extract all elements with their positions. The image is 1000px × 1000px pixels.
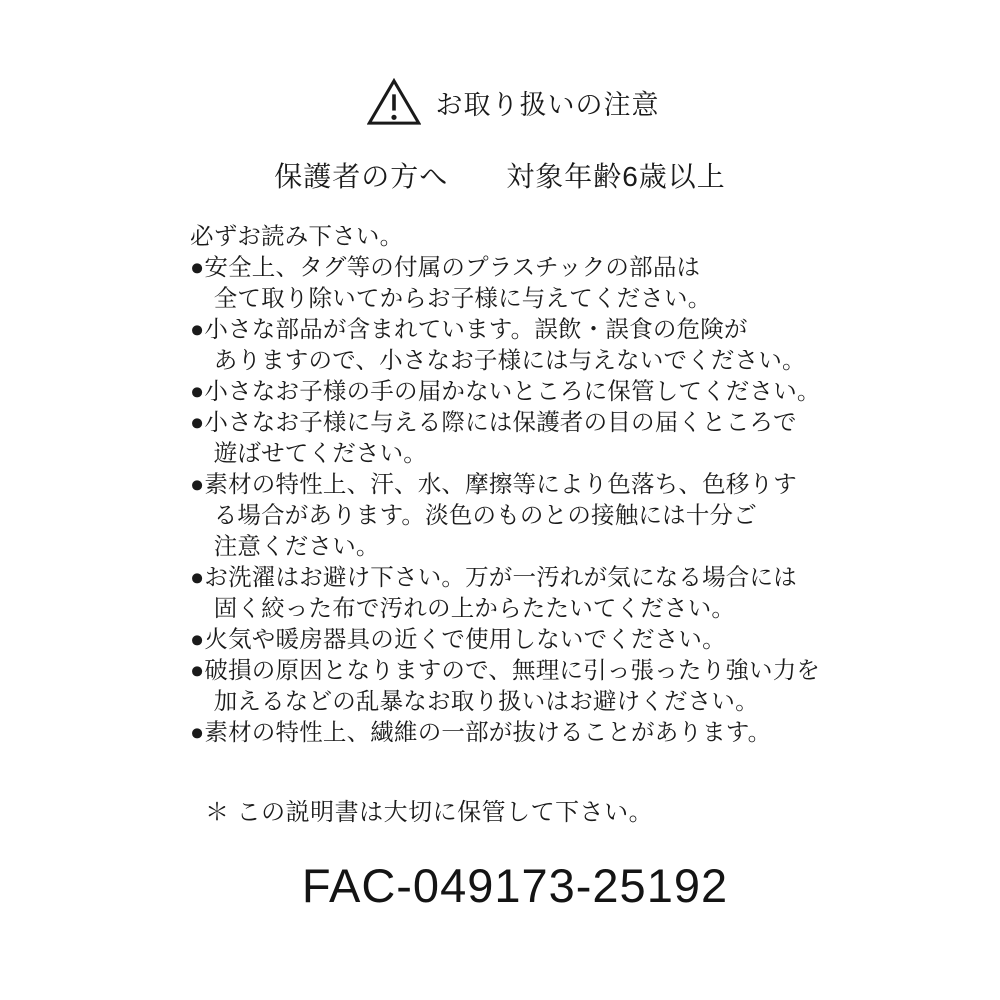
instruction-line: ●火気や暖房器具の近くで使用しないでください。 xyxy=(190,626,726,652)
instruction-line: 固く絞った布で汚れの上からたたいてください。 xyxy=(190,595,736,621)
instruction-line: ●破損の原因となりますので、無理に引っ張ったり強い力を xyxy=(190,657,821,683)
audience-label: 保護者の方へ xyxy=(274,161,449,192)
instruction-line: 全て取り除いてからお子様に与えてください。 xyxy=(190,285,712,311)
instruction-line: ありますので、小さなお子様には与えないでください。 xyxy=(190,347,806,373)
warning-header xyxy=(13,78,1000,126)
instruction-line: ●安全上、タグ等の付属のプラスチックの部品は xyxy=(190,254,701,280)
page-title: お取り扱いの注意 xyxy=(435,89,660,120)
instruction-line: 必ずお読み下さい。 xyxy=(190,223,404,249)
instruction-line: 注意ください。 xyxy=(190,533,380,559)
instruction-line: 遊ばせてください。 xyxy=(190,440,427,466)
instruction-line: ●小さなお子様の手の届かないところに保管してください。 xyxy=(190,378,821,404)
instruction-line: ●小さなお子様に与える際には保護者の目の届くところで xyxy=(190,409,797,435)
instruction-line: ●お洗濯はお避け下さい。万が一汚れが気になる場合には xyxy=(190,564,797,590)
instruction-line: ●素材の特性上、汗、水、摩擦等により色落ち、色移りす xyxy=(190,471,797,497)
instruction-line: ●素材の特性上、繊維の一部が抜けることがあります。 xyxy=(190,719,772,745)
product-code: FAC-049173-25192 xyxy=(301,859,729,912)
instructions-list xyxy=(190,221,830,748)
target-age-label: 対象年齢6歳以上 xyxy=(506,161,726,192)
warning-triangle-icon xyxy=(367,78,421,126)
instruction-line: 加えるなどの乱暴なお取り扱いはお避けください。 xyxy=(190,688,759,714)
keep-manual-note: ＊ この説明書は大切に保管して下さい。 xyxy=(205,799,654,826)
audience-line xyxy=(0,155,1000,195)
instruction-line: ●小さな部品が含まれています。誤飲・誤食の危険が xyxy=(190,316,748,342)
instruction-line: る場合があります。淡色のものとの接触には十分ご xyxy=(190,502,757,528)
